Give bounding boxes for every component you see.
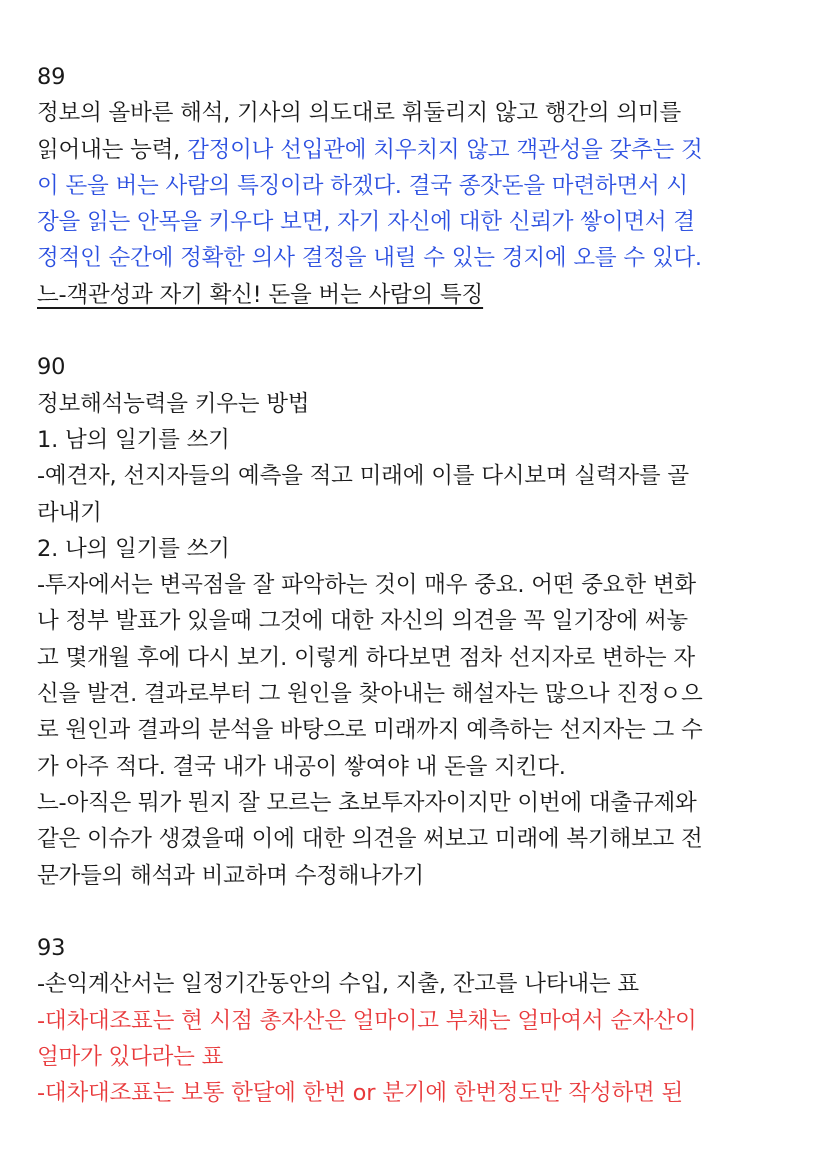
- section-number-93: 93: [37, 935, 66, 962]
- section-89-line-2: [37, 132, 797, 168]
- section-93-line-3: 얼마가 있다라는 표: [37, 1044, 224, 1071]
- section-90-item-1-desc-2: 라내기: [37, 499, 102, 526]
- section-90-note-2: 같은 이슈가 생겼을때 이에 대한 의견을 써보고 미래에 복기해보고 전: [37, 826, 703, 853]
- section-89-line-4: 장을 읽는 안목을 키우다 보면, 자기 자신에 대한 신뢰가 쌓이면서 결: [37, 209, 695, 236]
- section-93-line-2: -대차대조표는 현 시점 총자산은 얼마이고 부채는 얼마여서 순자산이: [37, 1007, 697, 1034]
- spacer: [37, 313, 797, 349]
- note-page: [37, 59, 797, 1112]
- section-90-note-1: 느-아직은 뭐가 뭔지 잘 모르는 초보투자자이지만 이번에 대출규제와: [37, 789, 697, 816]
- section-90-title: 정보해석능력을 키우는 방법: [37, 390, 310, 417]
- section-90-item-2-desc-3: 고 몇개월 후에 다시 보기. 이렇게 하다보면 점차 선지자로 변하는 자: [37, 644, 695, 671]
- section-89-line-5: 정적인 순간에 정확한 의사 결정을 내릴 수 있는 경지에 오를 수 있다.: [37, 245, 702, 272]
- section-89-line-1: 정보의 올바른 해석, 기사의 의도대로 휘둘리지 않고 행간의 의미를: [37, 100, 682, 127]
- section-89-summary-line: [37, 277, 797, 313]
- spacer: [37, 894, 797, 930]
- section-89-line-2-highlight: 감정이나 선입관에 치우치지 않고 객관성을 갖추는 것: [187, 136, 703, 163]
- section-90-item-2: 2. 나의 일기를 쓰기: [37, 535, 230, 562]
- section-90-item-2-desc-5: 로 원인과 결과의 분석을 바탕으로 미래까지 예측하는 선지자는 그 수: [37, 717, 703, 744]
- section-93-line-1: -손익계산서는 일정기간동안의 수입, 지출, 잔고를 나타내는 표: [37, 971, 639, 998]
- section-90-item-2-desc-1: -투자에서는 변곡점을 잘 파악하는 것이 매우 중요. 어떤 중요한 변화: [37, 572, 696, 599]
- section-93-line-4: -대차대조표는 보통 한달에 한번 or 분기에 한번정도만 작성하면 된: [37, 1080, 684, 1107]
- section-89-line-2-plain: 읽어내는 능력,: [37, 136, 188, 163]
- section-89-summary: 느-객관성과 자기 확신! 돈을 버는 사람의 특징: [37, 281, 484, 308]
- section-90-item-1-desc-1: -예견자, 선지자들의 예측을 적고 미래에 이를 다시보며 실력자를 골: [37, 463, 689, 490]
- section-90-item-1: 1. 남의 일기를 쓰기: [37, 426, 230, 453]
- section-90-item-2-desc-4: 신을 발견. 결과로부터 그 원인을 찾아내는 해설자는 많으나 진정ㅇ으: [37, 681, 703, 708]
- section-90-note-3: 문가들의 해석과 비교하며 수정해나가기: [37, 862, 424, 889]
- section-89-line-3: 이 돈을 버는 사람의 특징이라 하겠다. 결국 종잣돈을 마련하면서 시: [37, 172, 688, 199]
- section-number-89: 89: [37, 64, 66, 90]
- section-90-item-2-desc-6: 가 아주 적다. 결국 내가 내공이 쌓여야 내 돈을 지킨다.: [37, 753, 566, 780]
- section-number-90: 90: [37, 354, 66, 381]
- section-90-item-2-desc-2: 나 정부 발표가 있을때 그것에 대한 자신의 의견을 꼭 일기장에 써놓: [37, 608, 688, 635]
